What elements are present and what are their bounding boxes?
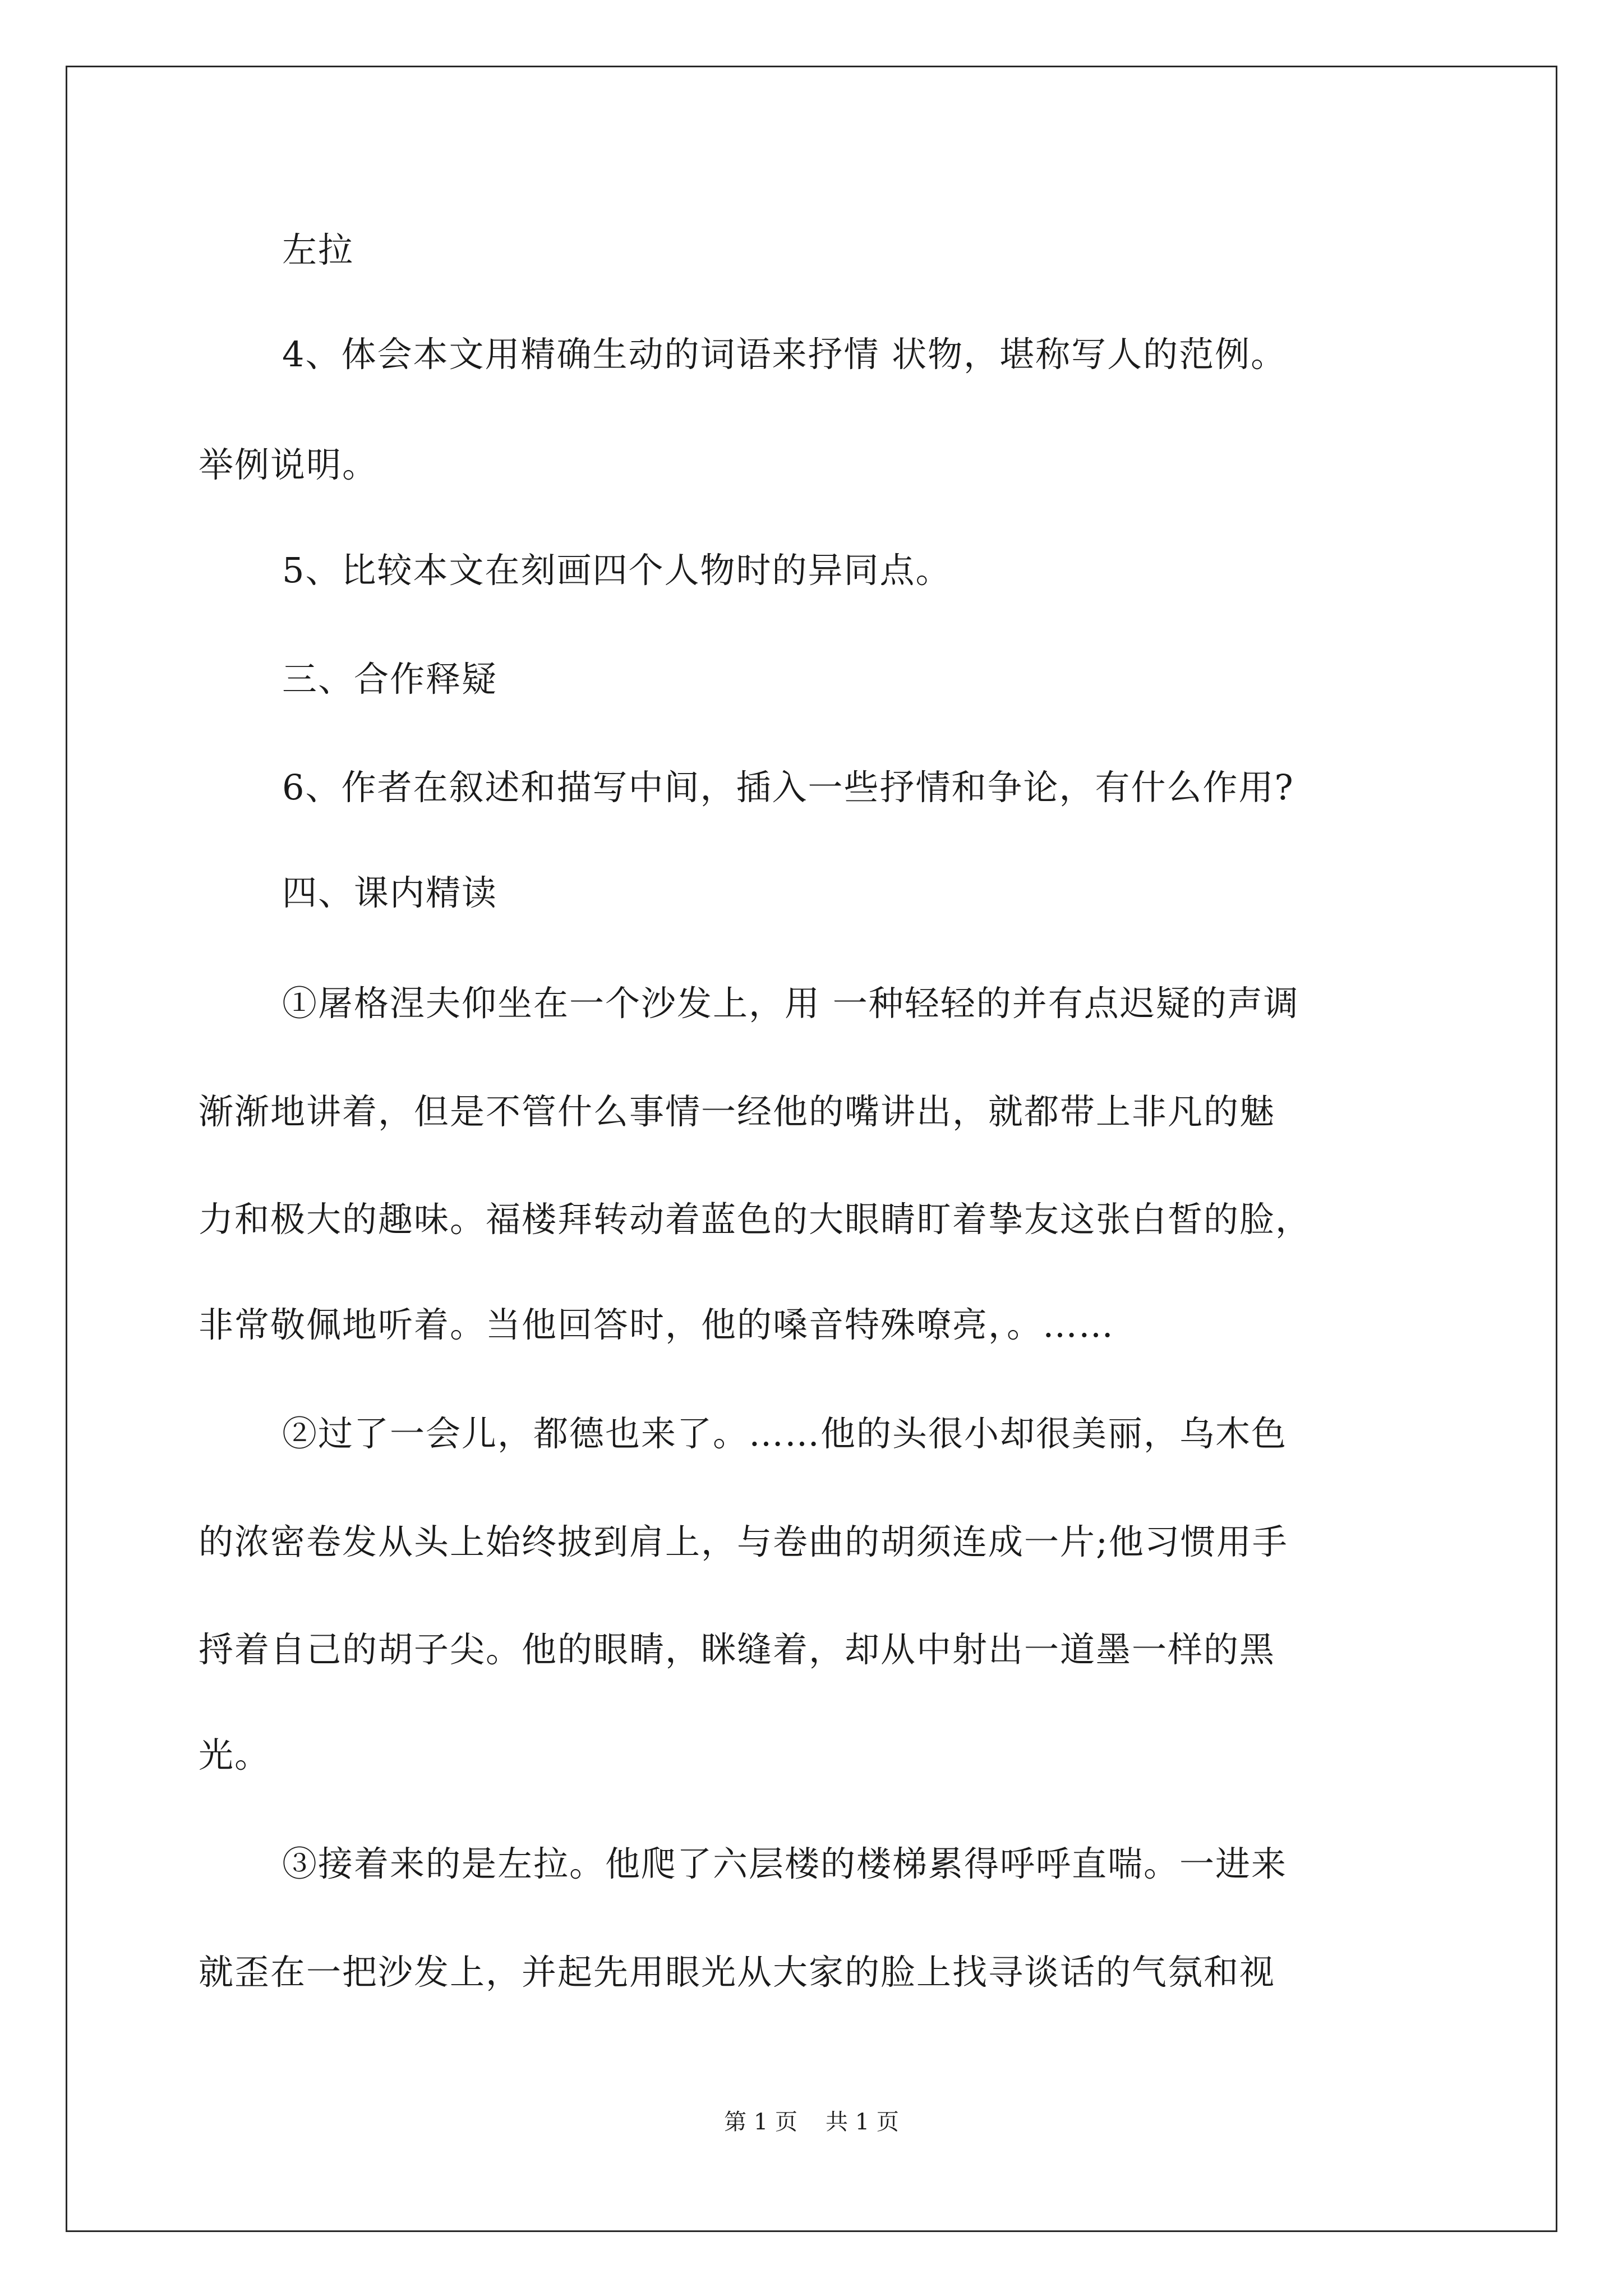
text-line: ①屠格涅夫仰坐在一个沙发上，用 一种轻轻的并有点迟疑的声调 bbox=[282, 983, 1299, 1024]
page-border bbox=[66, 66, 1557, 2232]
text-line: 光。 bbox=[199, 1734, 271, 1775]
text-line: ③接着来的是左拉。他爬了六层楼的楼梯累得呼呼直喘。一进来 bbox=[282, 1843, 1288, 1884]
text-line: 的浓密卷发从头上始终披到肩上，与卷曲的胡须连成一片;他习惯用手 bbox=[199, 1521, 1288, 1562]
section-heading: 四、课内精读 bbox=[282, 872, 498, 913]
section-heading: 三、合作释疑 bbox=[282, 659, 498, 700]
text-line: 举例说明。 bbox=[199, 444, 379, 485]
text-line: 5、比较本文在刻画四个人物时的异同点。 bbox=[282, 550, 952, 591]
page-total: 共 1 页 bbox=[826, 2109, 899, 2135]
text-line: 6、作者在叙述和描写中间，插入一些抒情和争论，有什么作用? bbox=[282, 767, 1294, 808]
text-line: ②过了一会儿，都德也来了。……他的头很小却很美丽，乌木色 bbox=[282, 1413, 1288, 1454]
text-line: 非常敬佩地听着。当他回答时，他的嗓音特殊嘹亮，。…… bbox=[199, 1304, 1115, 1345]
text-line: 捋着自己的胡子尖。他的眼睛，眯缝着，却从中射出一道墨一样的黑 bbox=[199, 1629, 1276, 1670]
text-line: 左拉 bbox=[282, 229, 354, 270]
text-line: 力和极大的趣味。福楼拜转动着蓝色的大眼睛盯着挚友这张白皙的脸， bbox=[199, 1199, 1312, 1240]
text-line: 4、体会本文用精确生动的词语来抒情 状物，堪称写人的范例。 bbox=[282, 334, 1287, 375]
text-line: 渐渐地讲着，但是不管什么事情一经他的嘴讲出，就都带上非凡的魅 bbox=[199, 1091, 1276, 1132]
page-number: 第 1 页 bbox=[724, 2109, 797, 2135]
page-footer bbox=[0, 2108, 1623, 2136]
text-line: 就歪在一把沙发上，并起先用眼光从大家的脸上找寻谈话的气氛和视 bbox=[199, 1952, 1276, 1993]
